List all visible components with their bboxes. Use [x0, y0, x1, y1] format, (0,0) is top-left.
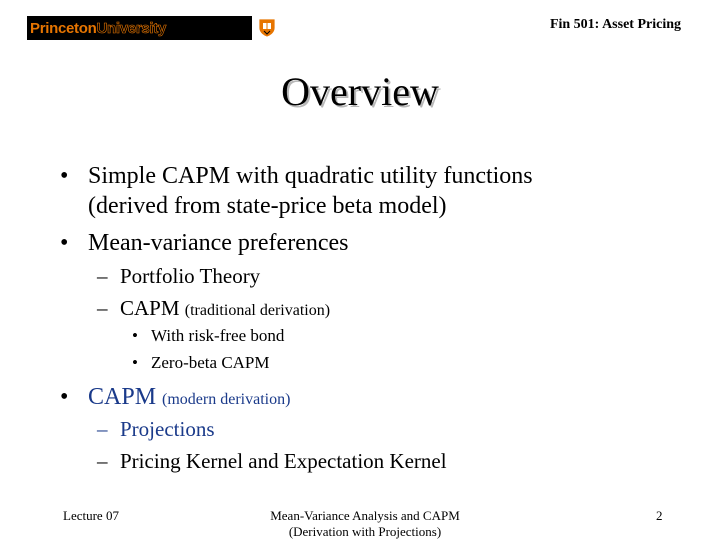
dash-marker: –	[97, 417, 108, 441]
bullet-marker: •	[132, 326, 138, 345]
bullet-3-main: CAPM	[88, 384, 157, 410]
dash-marker: –	[97, 264, 108, 288]
bullet-marker: •	[60, 384, 69, 410]
bullet-2-sub-2-note: (traditional derivation)	[184, 302, 331, 319]
logo-princeton-text: Princeton	[30, 19, 97, 37]
footer-title-line-1: Mean-Variance Analysis and CAPM	[270, 508, 460, 523]
bullet-marker: •	[132, 353, 138, 372]
bullet-2: Mean-variance preferences	[88, 230, 349, 256]
bullet-2-sub-2-sub-1: With risk-free bond	[151, 326, 285, 345]
dash-marker: –	[97, 296, 108, 320]
bullet-3	[88, 384, 290, 411]
footer-title	[262, 508, 468, 540]
bullet-2-sub-2	[120, 296, 330, 321]
dash-marker: –	[97, 449, 108, 473]
bullet-3-note: (modern derivation)	[162, 391, 291, 408]
logo-university-text: University	[96, 19, 167, 37]
footer-page-number: 2	[656, 508, 663, 523]
bullet-marker: •	[60, 163, 69, 189]
bullet-1-line-1: Simple CAPM with quadratic utility functions	[88, 163, 533, 189]
bullet-3-sub-2: Pricing Kernel and Expectation Kernel	[120, 449, 447, 473]
princeton-logo	[27, 16, 252, 40]
bullet-marker: •	[60, 230, 69, 256]
course-title: Fin 501: Asset Pricing	[549, 17, 681, 32]
shield-icon	[258, 18, 276, 38]
bullet-2-sub-2-sub-2: Zero-beta CAPM	[151, 353, 270, 372]
bullet-1-line-2: (derived from state-price beta model)	[88, 193, 447, 219]
footer-lecture: Lecture 07	[63, 508, 119, 523]
slide-title: Overview	[281, 69, 439, 114]
bullet-2-sub-2-main: CAPM	[120, 296, 180, 320]
logo-text	[27, 20, 166, 37]
bullet-3-sub-1: Projections	[120, 417, 215, 441]
bullet-2-sub-1: Portfolio Theory	[120, 264, 261, 288]
footer-title-line-2: (Derivation with Projections)	[288, 524, 442, 539]
